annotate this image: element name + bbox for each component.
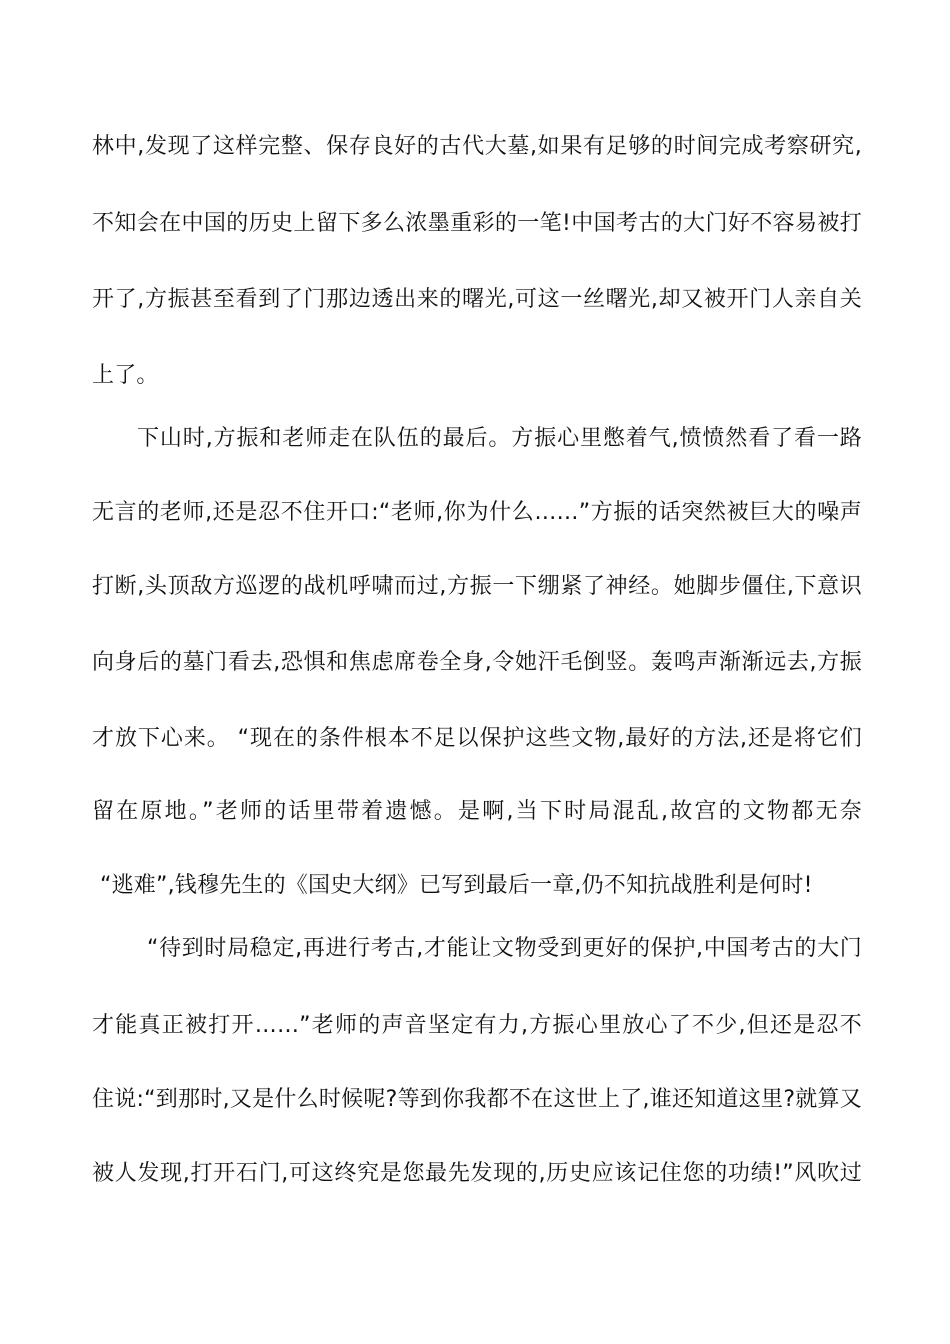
text-line: 上了。 [92, 363, 159, 388]
text-line: 林中,发现了这样完整、保存良好的古代大墓,如果有足够的时间完成考察研究, [92, 134, 862, 159]
text-line: 留在原地。”老师的话里带着遗憾。是啊,当下时局混乱,故宫的文物都无奈 [92, 799, 862, 824]
text-line: 打断,头顶敌方巡逻的战机呼啸而过,方振一下绷紧了神经。她脚步僵住,下意识 [92, 574, 862, 599]
text-line: 不知会在中国的历史上留下多么浓墨重彩的一笔!中国考古的大门好不容易被打 [92, 211, 862, 236]
text-line: 开了,方振甚至看到了门那边透出来的曙光,可这一丝曙光,却又被开门人亲自关 [92, 287, 862, 312]
paragraph-first-line: 下山时,方振和老师走在队伍的最后。方振心里憋着气,愤愤然看了看一路 [137, 426, 862, 451]
text-line: 住说:“到那时,又是什么时候呢?等到你我都不在这世上了,谁还知道这里?就算又 [92, 1087, 862, 1112]
text-line: 才能真正被打开……”老师的声音坚定有力,方振心里放心了不少,但还是忍不 [92, 1013, 862, 1038]
paragraph-first-line: “待到时局稳定,再进行考古,才能让文物受到更好的保护,中国考古的大门 [147, 936, 862, 961]
text-line: “逃难”,钱穆先生的《国史大纲》已写到最后一章,仍不知抗战胜利是何时! [100, 873, 813, 898]
text-line: 向身后的墓门看去,恐惧和焦虑席卷全身,令她汗毛倒竖。轰鸣声渐渐远去,方振 [92, 650, 862, 675]
text-line: 无言的老师,还是忍不住开口:“老师,你为什么……”方振的话突然被巨大的噪声 [92, 500, 862, 525]
text-line: 才放下心来。 “现在的条件根本不足以保护这些文物,最好的方法,还是将它们 [92, 726, 862, 751]
text-line: 被人发现,打开石门,可这终究是您最先发现的,历史应该记住您的功绩!”风吹过 [92, 1161, 862, 1186]
